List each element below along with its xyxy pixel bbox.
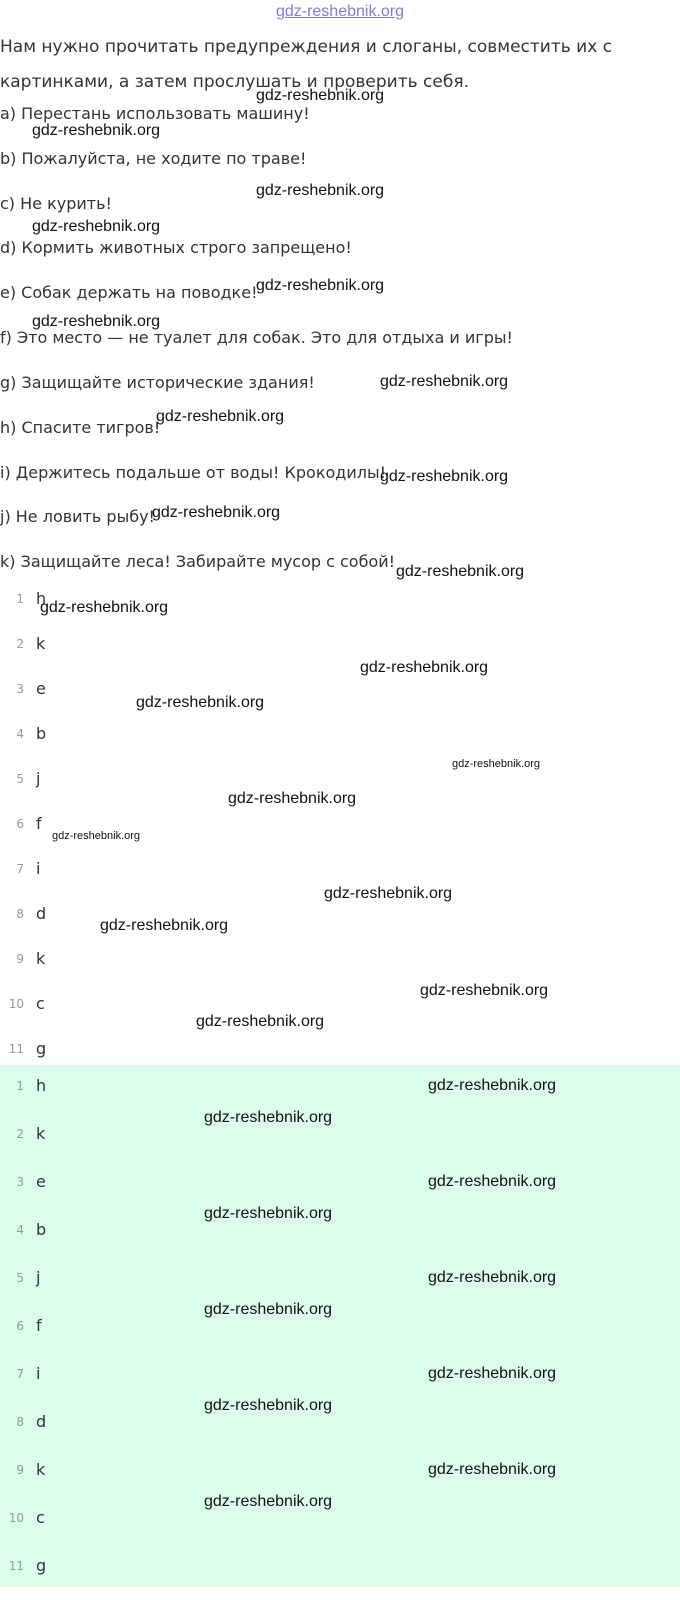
item-e: e) Собак держать на поводке! bbox=[0, 283, 258, 302]
watermark: gdz-reshebnik.org bbox=[32, 313, 161, 330]
answer-letter: k bbox=[36, 1460, 46, 1479]
watermark: gdz-reshebnik.org bbox=[52, 830, 141, 842]
answer-row-green bbox=[0, 1316, 680, 1360]
site-link[interactable]: gdz-reshebnik.org bbox=[275, 3, 405, 20]
watermark: gdz-reshebnik.org bbox=[100, 917, 229, 934]
answer-letter: c bbox=[36, 994, 45, 1013]
answer-row-green bbox=[0, 1364, 680, 1408]
answer-row bbox=[0, 949, 680, 993]
item-f: f) Это место — не туалет для собак. Это для отдыха и игры! bbox=[0, 328, 513, 347]
watermark: gdz-reshebnik.org bbox=[420, 982, 549, 999]
item-c: c) Не курить! bbox=[0, 194, 112, 213]
answer-row-green bbox=[0, 1508, 680, 1552]
watermark: gdz-reshebnik.org bbox=[40, 599, 169, 616]
answer-row-green bbox=[0, 1268, 680, 1312]
answer-letter: b bbox=[36, 724, 47, 743]
item-g: g) Защищайте исторические здания! bbox=[0, 373, 315, 392]
watermark: gdz-reshebnik.org bbox=[324, 885, 453, 902]
answer-letter: i bbox=[36, 1364, 41, 1383]
answer-number: 7 bbox=[16, 862, 24, 876]
watermark: gdz-reshebnik.org bbox=[32, 218, 161, 235]
watermark: gdz-reshebnik.org bbox=[380, 373, 509, 390]
answer-letter: g bbox=[36, 1556, 47, 1575]
answer-number: 8 bbox=[16, 907, 24, 921]
answer-letter: f bbox=[36, 1316, 42, 1335]
watermark: gdz-reshebnik.org bbox=[228, 790, 357, 807]
watermark: gdz-reshebnik.org bbox=[204, 1301, 333, 1318]
item-k: k) Защищайте леса! Забирайте мусор с собой! bbox=[0, 552, 396, 571]
answer-number: 6 bbox=[16, 1319, 24, 1333]
watermark: gdz-reshebnik.org bbox=[136, 694, 265, 711]
answer-number: 1 bbox=[16, 592, 24, 606]
answer-letter: g bbox=[36, 1039, 47, 1058]
answer-number: 2 bbox=[16, 637, 24, 651]
answer-number: 4 bbox=[16, 1223, 24, 1237]
answer-letter: d bbox=[36, 1412, 47, 1431]
answer-number: 10 bbox=[8, 997, 24, 1011]
watermark: gdz-reshebnik.org bbox=[32, 122, 161, 139]
answer-letter: e bbox=[36, 1172, 46, 1191]
answer-letter: i bbox=[36, 859, 41, 878]
answer-number: 10 bbox=[8, 1511, 24, 1525]
answer-number: 9 bbox=[16, 1463, 24, 1477]
answer-letter: k bbox=[36, 949, 46, 968]
answer-letter: j bbox=[36, 769, 41, 788]
answer-row-green bbox=[0, 1076, 680, 1120]
answer-row-green bbox=[0, 1172, 680, 1216]
answer-number: 2 bbox=[16, 1127, 24, 1141]
answer-row bbox=[0, 634, 680, 678]
answer-number: 5 bbox=[16, 772, 24, 786]
answer-letter: h bbox=[36, 1076, 47, 1095]
answer-number: 8 bbox=[16, 1415, 24, 1429]
answer-number: 3 bbox=[16, 682, 24, 696]
item-h: h) Спасите тигров! bbox=[0, 418, 161, 437]
answer-number: 3 bbox=[16, 1175, 24, 1189]
answer-letter: e bbox=[36, 679, 46, 698]
watermark: gdz-reshebnik.org bbox=[428, 1077, 557, 1094]
answer-row-green bbox=[0, 1556, 680, 1600]
intro-text: Нам нужно прочитать предупреждения и слоганы, совместить их с картинками, а затем прослушать и проверить себя. bbox=[0, 37, 613, 92]
answer-number: 1 bbox=[16, 1079, 24, 1093]
watermark: gdz-reshebnik.org bbox=[152, 504, 281, 521]
watermark: gdz-reshebnik.org bbox=[196, 1013, 325, 1030]
answer-letter: k bbox=[36, 1124, 46, 1143]
answer-row bbox=[0, 994, 680, 1038]
watermark: gdz-reshebnik.org bbox=[428, 1365, 557, 1382]
watermark: gdz-reshebnik.org bbox=[396, 563, 525, 580]
watermark: gdz-reshebnik.org bbox=[204, 1493, 333, 1510]
answer-row-green bbox=[0, 1220, 680, 1264]
item-b: b) Пожалуйста, не ходите по траве! bbox=[0, 149, 307, 168]
watermark: gdz-reshebnik.org bbox=[428, 1269, 557, 1286]
answer-number: 11 bbox=[8, 1559, 24, 1573]
answer-number: 6 bbox=[16, 817, 24, 831]
answer-letter: d bbox=[36, 904, 47, 923]
watermark: gdz-reshebnik.org bbox=[452, 758, 541, 770]
watermark: gdz-reshebnik.org bbox=[204, 1205, 333, 1222]
answer-number: 11 bbox=[8, 1042, 24, 1056]
watermark: gdz-reshebnik.org bbox=[380, 468, 509, 485]
item-j: j) Не ловить рыбу! bbox=[0, 507, 155, 526]
answer-letter: j bbox=[36, 1268, 41, 1287]
item-d: d) Кормить животных строго запрещено! bbox=[0, 238, 352, 257]
answer-row bbox=[0, 724, 680, 768]
watermark: gdz-reshebnik.org bbox=[428, 1461, 557, 1478]
watermark: gdz-reshebnik.org bbox=[256, 182, 385, 199]
answer-letter: b bbox=[36, 1220, 47, 1239]
watermark: gdz-reshebnik.org bbox=[204, 1397, 333, 1414]
answer-number: 5 bbox=[16, 1271, 24, 1285]
answer-row-green bbox=[0, 1124, 680, 1168]
item-i: i) Держитесь подальше от воды! Крокодилы! bbox=[0, 463, 387, 482]
watermark: gdz-reshebnik.org bbox=[156, 408, 285, 425]
answer-row-green bbox=[0, 1412, 680, 1456]
answer-row bbox=[0, 679, 680, 723]
item-a: a) Перестань использовать машину! bbox=[0, 104, 310, 123]
answer-letter: k bbox=[36, 634, 46, 653]
watermark: gdz-reshebnik.org bbox=[428, 1173, 557, 1190]
watermark: gdz-reshebnik.org bbox=[360, 659, 489, 676]
answer-letter: f bbox=[36, 814, 42, 833]
answer-number: 4 bbox=[16, 727, 24, 741]
watermark: gdz-reshebnik.org bbox=[256, 87, 385, 104]
watermark: gdz-reshebnik.org bbox=[256, 277, 385, 294]
answer-letter: c bbox=[36, 1508, 45, 1527]
answer-number: 7 bbox=[16, 1367, 24, 1381]
answer-row-green bbox=[0, 1460, 680, 1504]
watermark: gdz-reshebnik.org bbox=[204, 1109, 333, 1126]
answer-number: 9 bbox=[16, 952, 24, 966]
answer-letter: h bbox=[36, 589, 47, 608]
